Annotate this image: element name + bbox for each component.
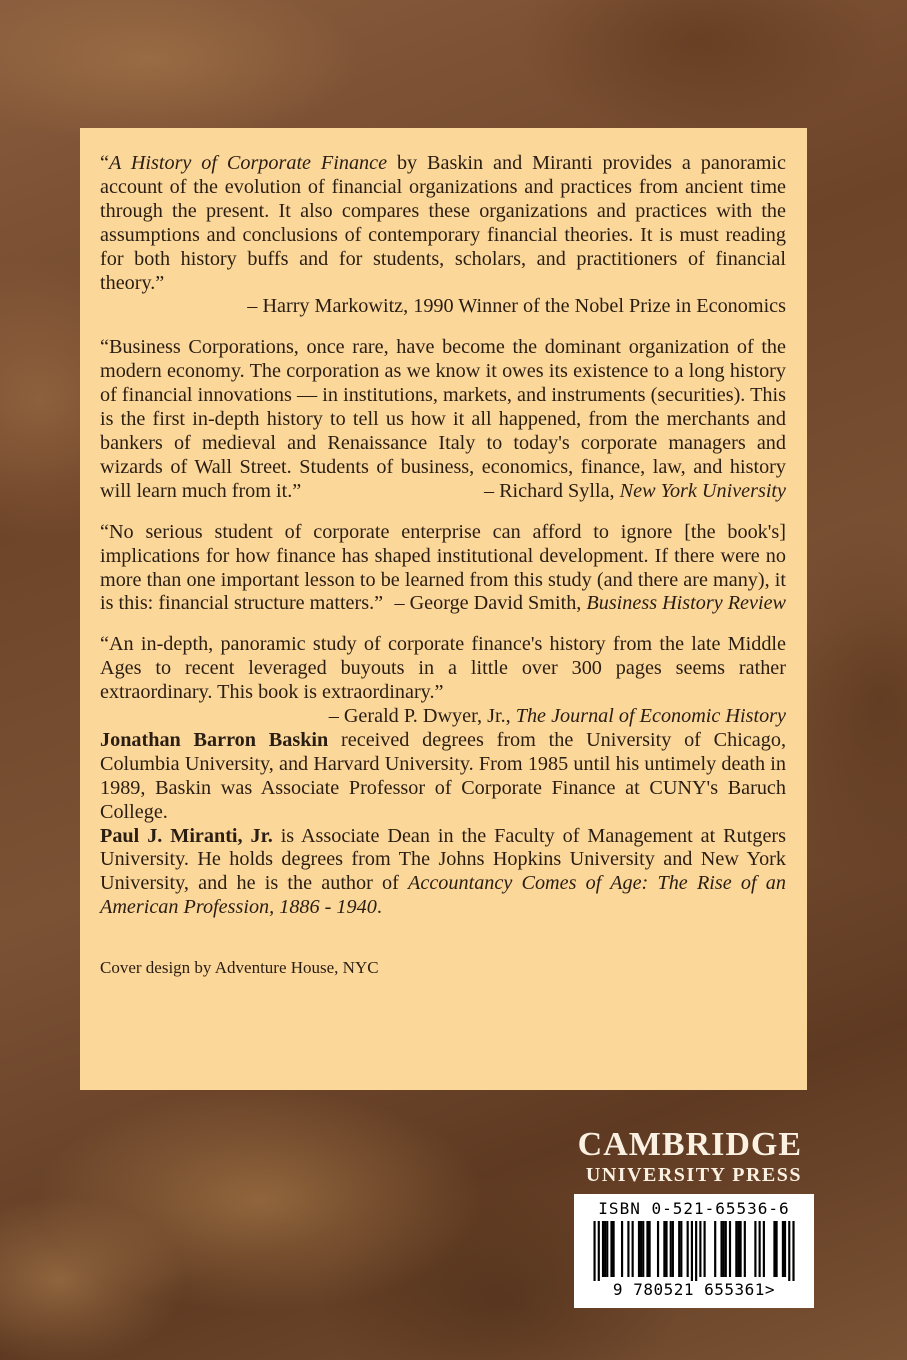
- barcode-bar: [754, 1221, 756, 1277]
- barcode-bar: [678, 1221, 680, 1277]
- author-name: Paul J. Miranti, Jr.: [100, 824, 273, 847]
- quote-attribution: [100, 705, 786, 729]
- quote-text: “Business Corporations, once rare, have become the dominant organization of the modern economy. The corporation as we know it owes its existence to a long history of financial innovations — in institutions, markets, and instruments (securities). This is the first in-depth history to tell us how it all happened, from the merchants and bankers of medieval and Renaissance Italy to today's corporate managers and wizards of Wall Street. Students of business, economics, finance, law, and history will learn much from it.”: [100, 336, 786, 502]
- publisher-subtitle: UNIVERSITY PRESS: [585, 1164, 802, 1186]
- quote-attribution: – Harry Markowitz, 1990 Winner of the Nobel Prize in Economics: [247, 295, 786, 318]
- ean-digits: 9 780521 655361: [612, 1280, 765, 1299]
- barcode-bar: [687, 1221, 689, 1277]
- book-title: A History of Corporate Finance: [108, 152, 388, 174]
- barcode-bar: [646, 1221, 648, 1277]
- barcode-bar: [621, 1221, 623, 1277]
- quote-text: by Baskin and Miranti provides a panoramic account of the evolution of financial organizations and practices from ancient time through the present. It also compares these organizations and practices with the assumptions and conclusions of contemporary financial theories. It is must reading for both history buffs and for students, scholars, and practitioners of financial theory.”: [100, 152, 786, 294]
- barcode-bar: [613, 1221, 615, 1277]
- blurb-panel: [80, 128, 807, 1090]
- barcode-bars: [585, 1221, 803, 1281]
- publisher-logo: [578, 1128, 802, 1188]
- barcode-bar: [784, 1221, 786, 1277]
- barcode-bar: [699, 1221, 701, 1277]
- barcode-bar: [598, 1221, 600, 1281]
- barcode-bar: [729, 1221, 731, 1277]
- barcode-bar: [792, 1221, 794, 1281]
- barcode-bar: [640, 1221, 642, 1277]
- barcode-bar: [737, 1221, 739, 1277]
- barcode-bar: [763, 1221, 765, 1277]
- barcode-bar: [663, 1221, 665, 1277]
- barcode-bar: [725, 1221, 727, 1277]
- attribution-source: Business History Review: [586, 592, 786, 615]
- barcode-bar: [638, 1221, 640, 1277]
- quote-attribution: [484, 480, 786, 504]
- barcode-bar: [680, 1221, 682, 1277]
- author-bio-miranti: [100, 825, 786, 921]
- barcode-bar: [775, 1221, 777, 1277]
- attribution-source: The Journal of Economic History: [515, 705, 786, 728]
- quote-attribution: [394, 592, 786, 616]
- barcode-bar: [649, 1221, 651, 1277]
- barcode-bar: [604, 1221, 606, 1277]
- quote-smith: [100, 521, 786, 617]
- isbn-label: ISBN 0-521-65536-6: [598, 1199, 790, 1218]
- barcode-bar: [642, 1221, 644, 1277]
- barcode-bar: [691, 1221, 693, 1281]
- ean-number: [582, 1281, 806, 1299]
- barcode-bar: [695, 1221, 697, 1281]
- barcode-bar: [610, 1221, 612, 1277]
- barcode-bar: [714, 1221, 716, 1277]
- attribution-name: – Richard Sylla,: [483, 479, 620, 502]
- author-bio-text: is Associate Dean in the Faculty of Management at Rutgers University. He holds degrees from The Johns Hopkins University and New York University, and he is the author of: [100, 824, 786, 895]
- author-bio-baskin: [100, 729, 786, 825]
- author-book-title: Accountancy Comes of Age: The Rise of an American Profession, 1886 - 1940: [100, 872, 786, 919]
- barcode-bar: [782, 1221, 784, 1277]
- barcode-bar: [704, 1221, 706, 1277]
- barcode-bar: [744, 1221, 746, 1277]
- barcode-bar: [735, 1221, 737, 1277]
- author-name: Jonathan Barron Baskin: [100, 728, 329, 751]
- quote-open-mark: “: [100, 152, 109, 174]
- barcode-bar: [602, 1221, 604, 1277]
- ean-arrow: >: [764, 1280, 776, 1299]
- isbn-barcode: [574, 1194, 814, 1308]
- attribution-name: – Gerald P. Dwyer, Jr.,: [328, 705, 516, 728]
- attribution-name: – George David Smith,: [394, 592, 587, 615]
- barcode-bar: [788, 1221, 790, 1281]
- attribution-source: New York University: [619, 479, 786, 502]
- barcode-bar: [740, 1221, 742, 1277]
- cover-design-credit: Cover design by Adventure House, NYC: [100, 958, 379, 978]
- quote-text: “No serious student of corporate enterprise can afford to ignore [the book's] implications for how finance has shaped institutional development. If there were no more than one important lesson to be learned from this study (and there are many), it is this: financial structure matters.”: [100, 520, 786, 615]
- quote-dwyer: “An in-depth, panoramic study of corporate finance's history from the late Middle Ages to recent leveraged buyouts in a little over 300 pages seems rather extraordinary. This book is extraordinary.”: [100, 633, 786, 704]
- barcode-bar: [670, 1221, 672, 1277]
- barcode-bar: [759, 1221, 761, 1277]
- barcode-bar: [606, 1221, 608, 1277]
- quote-markowitz: [100, 152, 786, 295]
- barcode-bar: [665, 1221, 667, 1277]
- barcode-bar: [632, 1221, 634, 1277]
- author-bio-end: .: [376, 896, 382, 919]
- author-bio-text: received degrees from the University of Chicago, Columbia University, and Harvard University. From 1985 until his untimely death in 1989, Baskin was Associate Professor of Corporate Finance at CUNY's Baruch College.: [100, 728, 786, 823]
- barcode-bar: [773, 1221, 775, 1277]
- barcode-bar: [593, 1221, 595, 1281]
- barcode-bar: [723, 1221, 725, 1277]
- barcode-bar: [720, 1221, 722, 1277]
- quote-sylla: [100, 336, 786, 503]
- barcode-bar: [627, 1221, 629, 1277]
- barcode-bar: [672, 1221, 674, 1277]
- barcode-bar: [657, 1221, 659, 1277]
- publisher-name: CAMBRIDGE: [577, 1126, 802, 1163]
